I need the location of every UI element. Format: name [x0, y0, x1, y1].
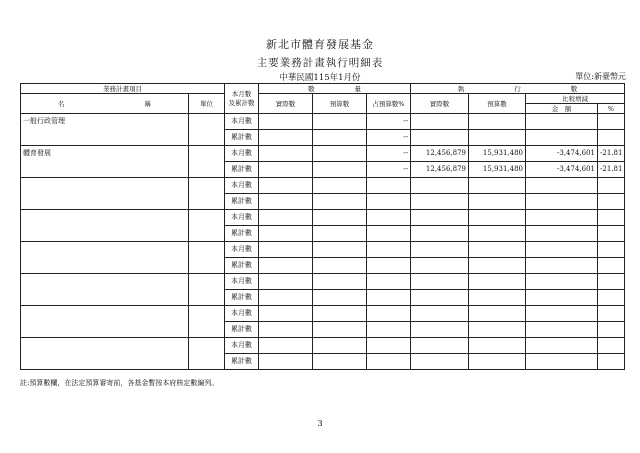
row-qty-budget — [313, 354, 367, 370]
row-period: 本月數 — [225, 306, 259, 322]
row-exec-budget: 15,931,480 — [469, 162, 526, 178]
row-qty-actual — [259, 194, 313, 210]
row-qty-pct: -- — [367, 114, 411, 130]
row-unit — [189, 242, 225, 258]
row-qty-pct — [367, 178, 411, 194]
row-qty-actual — [259, 306, 313, 322]
table-row — [21, 354, 625, 370]
qty-char-2: 量 — [354, 84, 361, 93]
row-period: 本月數 — [225, 178, 259, 194]
row-exec-actual: 12,456,879 — [411, 162, 469, 178]
table-row — [21, 290, 625, 306]
row-qty-actual — [259, 354, 313, 370]
compare-header: 比較增減 — [526, 94, 625, 104]
exec-char-2: 行 — [514, 84, 521, 93]
row-qty-budget — [313, 290, 367, 306]
table-row — [21, 338, 625, 354]
row-name — [21, 290, 189, 306]
row-name — [21, 194, 189, 210]
row-compare-percent: -21.81 — [598, 146, 625, 162]
row-compare-amount — [526, 178, 598, 194]
exec-char-3: 數 — [570, 84, 578, 93]
row-qty-pct — [367, 210, 411, 226]
row-unit — [189, 338, 225, 354]
row-compare-amount — [526, 210, 598, 226]
row-compare-percent — [598, 194, 625, 210]
row-compare-amount — [526, 242, 598, 258]
execution-header — [411, 84, 625, 94]
row-qty-budget — [313, 210, 367, 226]
table-row — [21, 258, 625, 274]
row-exec-budget — [469, 274, 526, 290]
row-unit — [189, 194, 225, 210]
row-qty-budget — [313, 162, 367, 178]
row-unit — [189, 258, 225, 274]
row-unit — [189, 354, 225, 370]
row-period: 累計數 — [225, 194, 259, 210]
row-exec-budget — [469, 338, 526, 354]
table-row — [21, 194, 625, 210]
row-unit — [189, 162, 225, 178]
row-compare-amount — [526, 114, 598, 130]
row-period: 累計數 — [225, 258, 259, 274]
row-compare-percent — [598, 114, 625, 130]
row-name — [21, 226, 189, 242]
row-qty-budget — [313, 258, 367, 274]
row-exec-actual — [411, 242, 469, 258]
header-row-2 — [21, 94, 625, 104]
row-exec-actual — [411, 274, 469, 290]
row-exec-actual — [411, 114, 469, 130]
name-header — [21, 94, 189, 114]
row-qty-pct: -- — [367, 146, 411, 162]
row-name — [21, 210, 189, 226]
row-compare-amount — [526, 194, 598, 210]
row-compare-percent — [598, 306, 625, 322]
row-name — [21, 130, 189, 146]
exec-char-1: 執 — [457, 84, 465, 93]
row-name — [21, 354, 189, 370]
table-row — [21, 162, 625, 178]
row-compare-amount — [526, 290, 598, 306]
row-exec-actual — [411, 194, 469, 210]
row-period: 累計數 — [225, 130, 259, 146]
row-qty-budget — [313, 338, 367, 354]
row-period: 累計數 — [225, 226, 259, 242]
row-qty-pct: -- — [367, 162, 411, 178]
table-body — [21, 114, 625, 370]
row-exec-budget — [469, 114, 526, 130]
row-unit — [189, 290, 225, 306]
row-qty-actual — [259, 290, 313, 306]
name-char-1: 名 — [58, 99, 65, 108]
row-compare-percent — [598, 178, 625, 194]
org-title: 新北市體育發展基金 — [266, 38, 374, 51]
row-compare-amount — [526, 130, 598, 146]
execution-table — [20, 83, 625, 370]
name-char-2: 稱 — [144, 99, 151, 108]
row-qty-pct — [367, 322, 411, 338]
row-qty-pct — [367, 338, 411, 354]
row-exec-actual — [411, 130, 469, 146]
row-compare-percent — [598, 274, 625, 290]
page-number: 3 — [317, 419, 323, 428]
row-exec-budget — [469, 306, 526, 322]
row-qty-pct — [367, 274, 411, 290]
row-unit — [189, 146, 225, 162]
row-period: 累計數 — [225, 290, 259, 306]
table-row — [21, 178, 625, 194]
row-compare-amount — [526, 274, 598, 290]
row-qty-pct — [367, 194, 411, 210]
row-compare-amount: -3,474,601 — [526, 162, 598, 178]
report-period: 中華民國115年1月份 — [279, 73, 361, 83]
row-qty-pct — [367, 242, 411, 258]
qty-char-1: 數 — [308, 84, 315, 93]
row-compare-percent — [598, 322, 625, 338]
row-qty-budget — [313, 146, 367, 162]
row-name — [21, 258, 189, 274]
row-qty-pct: -- — [367, 130, 411, 146]
row-qty-actual — [259, 258, 313, 274]
row-qty-budget — [313, 130, 367, 146]
row-name — [21, 242, 189, 258]
row-exec-budget — [469, 290, 526, 306]
row-name — [21, 274, 189, 290]
row-exec-actual — [411, 226, 469, 242]
exec-budget-header: 預算數 — [469, 94, 526, 114]
table-row — [21, 242, 625, 258]
amount-header: 金 額 — [526, 104, 598, 114]
row-period: 本月數 — [225, 114, 259, 130]
row-period: 本月數 — [225, 242, 259, 258]
row-qty-actual — [259, 338, 313, 354]
row-name: 一般行政管理 — [21, 114, 189, 130]
row-exec-budget — [469, 210, 526, 226]
report-title: 主要業務計畫執行明細表 — [256, 57, 384, 69]
row-qty-budget — [313, 306, 367, 322]
table-row — [21, 274, 625, 290]
row-exec-budget — [469, 242, 526, 258]
row-period: 本月數 — [225, 338, 259, 354]
row-period: 累計數 — [225, 162, 259, 178]
row-unit — [189, 178, 225, 194]
row-qty-budget — [313, 178, 367, 194]
row-qty-pct — [367, 226, 411, 242]
row-compare-amount — [526, 322, 598, 338]
qty-actual-header: 實際數 — [259, 94, 313, 114]
row-exec-budget: 15,931,480 — [469, 146, 526, 162]
row-exec-actual — [411, 354, 469, 370]
header-row-1 — [21, 84, 625, 94]
row-compare-amount — [526, 258, 598, 274]
row-compare-percent — [598, 130, 625, 146]
row-exec-budget — [469, 226, 526, 242]
percent-header: % — [598, 104, 625, 114]
row-compare-percent — [598, 258, 625, 274]
row-compare-amount: -3,474,601 — [526, 146, 598, 162]
table-row — [21, 114, 625, 130]
row-compare-amount — [526, 354, 598, 370]
currency-unit: 單位:新臺幣元 — [575, 72, 626, 81]
table-row — [21, 322, 625, 338]
row-exec-actual — [411, 322, 469, 338]
row-compare-percent — [598, 290, 625, 306]
row-name — [21, 162, 189, 178]
period-column-header: 本月數 及累計數 — [225, 84, 259, 114]
row-qty-budget — [313, 194, 367, 210]
row-exec-actual — [411, 338, 469, 354]
row-qty-actual — [259, 162, 313, 178]
quantity-header — [259, 84, 411, 94]
row-name — [21, 178, 189, 194]
row-compare-amount — [526, 338, 598, 354]
row-qty-actual — [259, 130, 313, 146]
row-qty-budget — [313, 274, 367, 290]
row-period: 累計數 — [225, 354, 259, 370]
table-row — [21, 130, 625, 146]
row-name — [21, 322, 189, 338]
row-qty-pct — [367, 258, 411, 274]
plan-item-header: 業務計畫項目 — [21, 84, 225, 94]
row-period: 本月數 — [225, 210, 259, 226]
row-unit — [189, 210, 225, 226]
row-exec-budget — [469, 322, 526, 338]
footnote: 註:預算數欄，在法定預算審寄前，各基金暫按本府核定數編列。 — [20, 379, 219, 387]
row-qty-actual — [259, 210, 313, 226]
row-compare-percent: -21.81 — [598, 162, 625, 178]
row-unit — [189, 306, 225, 322]
table-row — [21, 146, 625, 162]
row-unit — [189, 114, 225, 130]
row-exec-actual — [411, 178, 469, 194]
table-row — [21, 210, 625, 226]
qty-pct-header: 占預算數% — [367, 94, 411, 114]
row-unit — [189, 322, 225, 338]
row-compare-amount — [526, 226, 598, 242]
row-qty-actual — [259, 114, 313, 130]
row-unit — [189, 130, 225, 146]
row-exec-actual — [411, 258, 469, 274]
row-qty-budget — [313, 114, 367, 130]
row-qty-budget — [313, 242, 367, 258]
row-qty-actual — [259, 146, 313, 162]
row-qty-pct — [367, 354, 411, 370]
row-qty-actual — [259, 322, 313, 338]
row-exec-actual: 12,456,879 — [411, 146, 469, 162]
row-compare-percent — [598, 338, 625, 354]
row-qty-actual — [259, 178, 313, 194]
row-name: 體育發展 — [21, 146, 189, 162]
row-exec-actual — [411, 210, 469, 226]
row-exec-budget — [469, 130, 526, 146]
row-qty-budget — [313, 322, 367, 338]
row-unit — [189, 226, 225, 242]
row-period: 累計數 — [225, 322, 259, 338]
row-period: 本月數 — [225, 274, 259, 290]
exec-actual-header: 實際數 — [411, 94, 469, 114]
row-unit — [189, 274, 225, 290]
table-row — [21, 306, 625, 322]
row-compare-percent — [598, 354, 625, 370]
row-compare-percent — [598, 226, 625, 242]
row-compare-percent — [598, 242, 625, 258]
row-name — [21, 306, 189, 322]
row-name — [21, 338, 189, 354]
row-compare-percent — [598, 210, 625, 226]
row-exec-actual — [411, 290, 469, 306]
row-exec-budget — [469, 258, 526, 274]
row-exec-budget — [469, 194, 526, 210]
unit-header: 單位 — [189, 94, 225, 114]
row-exec-budget — [469, 178, 526, 194]
row-qty-pct — [367, 306, 411, 322]
row-qty-actual — [259, 226, 313, 242]
row-compare-amount — [526, 306, 598, 322]
row-qty-actual — [259, 274, 313, 290]
row-qty-pct — [367, 290, 411, 306]
row-exec-actual — [411, 306, 469, 322]
row-qty-budget — [313, 226, 367, 242]
table-row — [21, 226, 625, 242]
row-exec-budget — [469, 354, 526, 370]
row-period: 本月數 — [225, 146, 259, 162]
qty-budget-header: 預算數 — [313, 94, 367, 114]
row-qty-actual — [259, 242, 313, 258]
